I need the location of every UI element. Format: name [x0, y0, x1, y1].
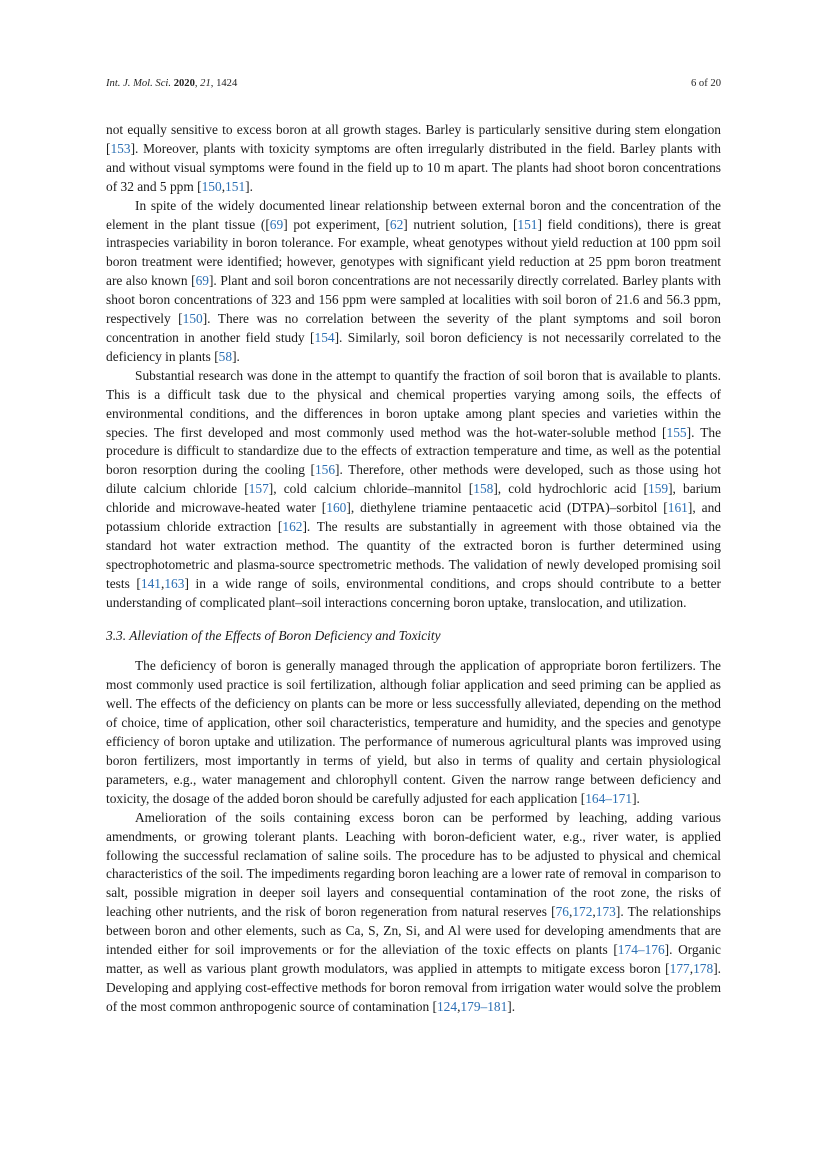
citation-link[interactable]: 173 — [595, 904, 616, 920]
paragraph-text: ], cold hydrochloric acid [ — [493, 481, 648, 497]
citation-link[interactable]: 156 — [314, 462, 336, 478]
paragraph — [106, 657, 721, 808]
citation-link[interactable]: 141 — [140, 575, 161, 591]
citation-link[interactable]: 172 — [572, 904, 593, 920]
paragraph-text: ]. Therefore, other methods were developed, such as those using hot dilute calcium chloride [ — [106, 462, 721, 497]
paragraph-text: ] nutrient solution, [ — [403, 216, 518, 232]
citation-link[interactable]: 157 — [248, 481, 269, 497]
paragraph-text: ]. The relationships between boron and other elements, such as Ca, S, Zn, Si, and Al were used for developing amendments that are intended either for soil improvements or for the alleviation of the toxic effects on plants [ — [106, 904, 722, 958]
journal-volume: 21 — [200, 78, 211, 89]
citation-link[interactable]: 62 — [389, 216, 404, 232]
citation-link[interactable]: 150 — [201, 178, 222, 194]
paragraph-text: ] in a wide range of soils, environmental conditions, and crops should contribute to a better understanding of complicated plant–soil interactions concerning boron uptake, translocation, and utilization. — [106, 575, 721, 610]
citation-link[interactable]: 124 — [436, 998, 458, 1014]
paragraph-text: , — [221, 178, 226, 194]
paragraph-group-2 — [106, 657, 721, 1016]
citation-link[interactable]: 159 — [648, 481, 669, 497]
body-text — [106, 121, 721, 1017]
citation-link[interactable]: 151 — [225, 178, 246, 194]
paragraph-text: ] pot experiment, [ — [283, 216, 390, 232]
citation-link[interactable]: 161 — [667, 500, 688, 516]
paragraph-text: ], barium chloride and microwave-heated water [ — [106, 481, 721, 516]
citation-link[interactable]: 58 — [218, 348, 233, 364]
citation-link[interactable]: 69 — [195, 273, 209, 289]
paragraph-text: ]. The results are substantially in agreement with those obtained via the standard hot water extraction method. The quantity of the extracted boron is further determined using spectrophotometric and plasma-source spectrometric methods. The validation of newly developed promising soil tests [ — [106, 519, 721, 591]
paragraph-text: ]. The procedure is difficult to standardize due to the effects of extraction temperature and time, as well as the potential boron resorption during the cooling [ — [106, 424, 722, 478]
paragraph — [106, 121, 721, 197]
paragraph-text: ]. Developing and applying cost-effective methods for boron removal from irrigation water would solve the problem of the most common anthropogenic source of contamination [ — [106, 960, 721, 1014]
paragraph-text: Amelioration of the soils containing excess boron can be performed by leaching, adding various amendments, or growing tolerant plants. Leaching with boron-deficient water, e.g., river water, is applied following the successful reclamation of saline soils. The procedure has to be adjusted to physical and chemical characteristics of the soil. The impediments regarding boron leaching are a lower rate of removal in comparison to salt, possible migration in deeper soil layers and consequential contamination of the root zone, the risks of leaching other nutrients, and the risk of boron regeneration from natural reserves [ — [106, 809, 721, 920]
citation-link[interactable]: 162 — [282, 519, 303, 535]
paragraph — [106, 367, 721, 613]
citation-link[interactable]: 151 — [517, 216, 538, 232]
citation-link[interactable]: 69 — [269, 216, 284, 232]
paragraph-text: ]. Organic matter, as well as various plant growth modulators, was applied in attempts to mitigate excess boron [ — [106, 942, 721, 976]
paragraph-text: ], diethylene triamine pentaacetic acid (DTPA)–sorbitol [ — [346, 500, 668, 516]
paragraph-text: ]. There was no correlation between the severity of the plant symptoms and soil boron concentration in another field study [ — [106, 311, 721, 345]
citation-link[interactable]: 76 — [555, 904, 569, 920]
paragraph — [106, 197, 721, 367]
paragraph-text: The deficiency of boron is generally managed through the application of appropriate boron fertilizers. The most commonly used practice is soil fertilization, although foliar application and seed priming can be applied as well. The effects of the deficiency on plants can be more or less successfully alleviated, depending on the method of choice, time of application, other soil characteristics, temperature and humidity, and the species and genotype efficiency of boron uptake and utilization. The performance of numerous agricultural plants was improved using boron fertilizers, most importantly in terms of yield, but also in terms of quality and certain physiological parameters, e.g., water management and chlorophyll content. Given the narrow range between deficiency and toxicity, the dosage of the added boron should be carefully adjusted for each application [ — [106, 658, 721, 806]
paragraph-text: ]. Moreover, plants with toxicity symptoms are often irregularly distributed in the field. Barley plants with and without visual symptoms were found in the field up to 10 m apart. The plants had shoot boron concentrations of 32 and 5 ppm [ — [106, 140, 721, 194]
citation-link[interactable]: 155 — [666, 424, 687, 440]
paragraph-text: not equally sensitive to excess boron at all growth stages. Barley is particularly sensitive during stem elongation [ — [106, 122, 721, 156]
citation-link[interactable]: 164–171 — [585, 790, 633, 806]
citation-link[interactable]: 150 — [182, 311, 203, 327]
paragraph-text: ] field conditions), there is great intraspecies variability in boron tolerance. For example, wheat genotypes without yield reduction at 100 ppm soil boron treatment were identified; however, genotypes with significant yield reduction at 25 ppm boron treatment are also known [ — [106, 216, 721, 289]
paragraph-text: , — [568, 904, 573, 920]
paragraph-text: In spite of the widely documented linear relationship between external boron and the concentration of the element in the plant tissue ([ — [106, 197, 721, 232]
citation-link[interactable]: 179–181 — [460, 998, 508, 1014]
paragraph-text: , — [160, 575, 165, 591]
paragraph — [106, 809, 721, 1017]
paragraph-text: ]. Similarly, soil boron deficiency is not necessarily correlated to the deficiency in plants [ — [106, 329, 721, 364]
paragraph-text: ]. Plant and soil boron concentrations are not necessarily directly correlated. Barley plants with shoot boron concentrations of 323 and 156 ppm were sampled at localities with soil boron of 21.6 and 56.3 ppm, respectively [ — [106, 273, 721, 327]
paragraph-text: Substantial research was done in the attempt to quantify the fraction of soil boron that is available to plants. This is a difficult task due to the physical and chemical properties varying among soils, the effects of environmental conditions, and the differences in boron uptake among plant species and varieties within the species. The first developed and most commonly used method was the hot-water-soluble method [ — [106, 367, 721, 440]
journal-name: Int. J. Mol. Sci. — [106, 78, 172, 89]
citation-link[interactable]: 177 — [669, 960, 690, 976]
citation-link[interactable]: 178 — [693, 960, 714, 976]
citation-link[interactable]: 160 — [326, 500, 347, 516]
paragraph-group-1 — [106, 121, 721, 613]
running-header: Int. J. Mol. Sci. 2020, 21, 1424 6 of 20 — [106, 78, 721, 89]
paragraph-text: , — [689, 960, 694, 976]
citation-link[interactable]: 154 — [314, 329, 335, 345]
paragraph-text: ]. — [632, 790, 640, 806]
article-number: 1424 — [216, 78, 238, 89]
citation-link[interactable]: 158 — [473, 481, 494, 497]
paragraph-text: ], and potassium chloride extraction [ — [106, 500, 721, 535]
citation-link[interactable]: 153 — [110, 140, 131, 156]
section-heading: 3.3. Alleviation of the Effects of Boron Deficiency and Toxicity — [106, 627, 441, 643]
paragraph-text: ]. — [507, 998, 516, 1014]
citation-link[interactable]: 163 — [164, 575, 185, 591]
journal-year: 2020 — [173, 78, 195, 89]
paragraph-text: ]. — [232, 348, 240, 364]
page-number: 6 of 20 — [690, 78, 721, 89]
paragraph-text: , — [457, 998, 461, 1014]
paragraph-text: , — [592, 904, 596, 920]
paragraph-text: ]. — [245, 178, 253, 194]
paragraph-text: ], cold calcium chloride–mannitol [ — [268, 481, 474, 497]
citation-link[interactable]: 174–176 — [617, 942, 665, 958]
